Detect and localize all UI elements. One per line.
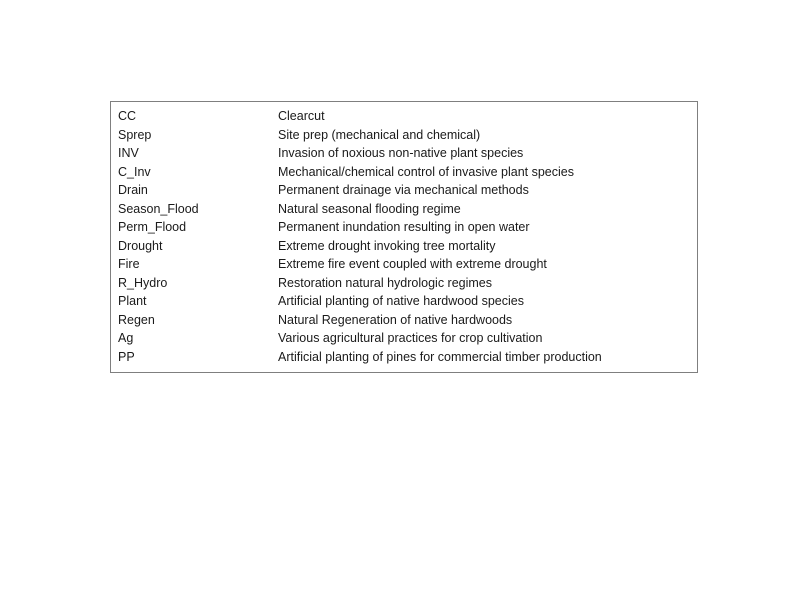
legend-code: R_Hydro [118, 275, 168, 290]
legend-description: Invasion of noxious non-native plant species [278, 146, 524, 160]
legend-row [111, 218, 697, 236]
legend-row [111, 163, 697, 181]
legend-row [111, 237, 697, 255]
legend-description: Permanent inundation resulting in open water [278, 220, 530, 234]
legend-code: Regen [118, 312, 155, 327]
legend-description: Restoration natural hydrologic regimes [278, 275, 492, 290]
legend-code: PP [118, 349, 135, 364]
legend-code: Ag [118, 331, 134, 345]
legend-description: Various agricultural practices for crop cultivation [278, 331, 543, 345]
legend-code: INV [118, 146, 139, 160]
legend-code: Drought [118, 238, 163, 253]
legend-row [111, 255, 697, 273]
legend-description: Permanent drainage via mechanical methods [278, 183, 529, 197]
legend-code: Season_Flood [118, 201, 199, 216]
legend-description: Natural Regeneration of native hardwoods [278, 312, 513, 327]
abbreviation-legend-table [110, 101, 698, 373]
legend-code: Fire [118, 257, 140, 271]
legend-row [111, 292, 697, 310]
legend-code: Sprep [118, 127, 152, 142]
legend-code: C_Inv [118, 164, 151, 179]
legend-row [111, 329, 697, 347]
legend-row [111, 200, 697, 218]
legend-row [111, 311, 697, 329]
legend-description: Extreme fire event coupled with extreme drought [278, 257, 547, 271]
legend-row [111, 348, 697, 366]
legend-code: Perm_Flood [118, 220, 187, 234]
legend-row [111, 126, 697, 144]
legend-description: Mechanical/chemical control of invasive plant species [278, 164, 574, 179]
legend-description: Clearcut [278, 109, 325, 123]
legend-row [111, 181, 697, 199]
legend-code: Plant [118, 294, 147, 308]
legend-row [111, 274, 697, 292]
legend-description: Artificial planting of pines for commercial timber production [278, 349, 602, 364]
legend-code: CC [118, 109, 137, 123]
legend-description: Natural seasonal flooding regime [278, 201, 461, 216]
legend-code: Drain [118, 183, 148, 197]
legend-description: Site prep (mechanical and chemical) [278, 127, 481, 142]
legend-description: Artificial planting of native hardwood species [278, 294, 524, 308]
legend-description: Extreme drought invoking tree mortality [278, 238, 496, 253]
legend-row [111, 107, 697, 125]
legend-row [111, 144, 697, 162]
